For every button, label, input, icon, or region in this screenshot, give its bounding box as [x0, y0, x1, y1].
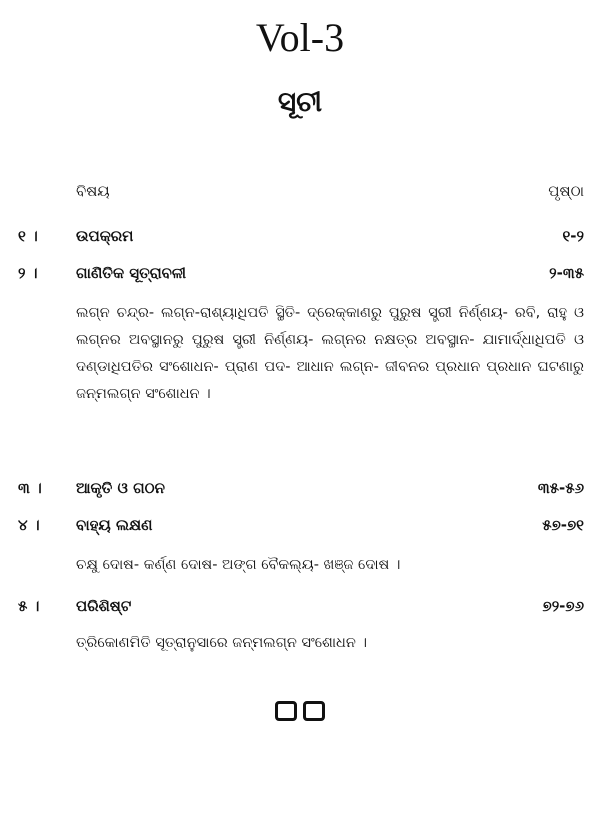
- entry-number: ୪ ।: [18, 516, 40, 534]
- page-title: ସୂଚୀ: [277, 85, 323, 118]
- toc-entry-5: [0, 592, 600, 620]
- entry-number: ୨ ।: [18, 264, 38, 282]
- volume-heading: Vol-3: [255, 15, 345, 60]
- entry-number: ୧ ।: [18, 227, 38, 245]
- entry-topic: ବାହ୍ୟ ଲକ୍ଷଣ: [76, 516, 153, 534]
- entry-number: ୩ ।: [18, 479, 42, 497]
- entry-pages: ୧-୨: [562, 227, 584, 245]
- entry-description: ଚକ୍ଷୁ ଦୋଷ- କର୍ଣ୍ଣ ଦୋଷ- ଅଙ୍ଗ ବୈକଲ୍ୟ- ଖଞ୍ଜ ଦୋଷ ।: [76, 557, 401, 573]
- toc-entry-3: [0, 474, 600, 502]
- entry-pages: ୨-୩୫: [549, 264, 584, 282]
- entry-topic: ଗାଣିତିକ ସୂତ୍ରାବଳୀ: [76, 264, 187, 282]
- square-ornament-icon: [303, 701, 325, 721]
- end-ornament: [0, 700, 600, 721]
- entry-topic: ଆକୃତି ଓ ଗଠନ: [76, 479, 165, 497]
- page-column-header: ପୃଷ୍ଠା: [548, 182, 584, 200]
- entry-topic: ପରିଶିଷ୍ଟ: [76, 597, 132, 615]
- entry-number: ୫ ।: [18, 597, 40, 615]
- entry-pages: ୭୨-୭୬: [542, 597, 584, 615]
- entry-description: ତ୍ରିକୋଣମିତି ସୂତ୍ରାନୁସାରେ ଜନ୍ମଲଗ୍ନ ସଂଶୋଧନ ।: [76, 635, 367, 651]
- entry-pages: ୫୭-୭୧: [542, 516, 584, 534]
- toc-entry-4: [0, 511, 600, 539]
- entry-description: ଲଗ୍ନ ଚନ୍ଦ୍ର- ଲଗ୍ନ-ରାଶ୍ୟାଧିପତି ସ୍ଥିତି- ଦ୍ରେକ୍କାଣରୁ ପୁରୁଷ ସ୍ତ୍ରୀ ନିର୍ଣ୍ଣୟ- ରବି, ରାହୁ ଓ ଲଗ୍ନର ଅବସ୍ଥାନରୁ ପୁରୁଷ ସ୍ତ୍ରୀ ନିର୍ଣ୍ଣୟ- ଲଗ୍ନର ନକ୍ଷତ୍ର ଅବସ୍ଥାନ- ଯାମାର୍ଦ୍ଧାଧିପତି ଓ ଦଣ୍ଡାଧିପତିର ସଂଶୋଧନ- ପ୍ରାଣ ପଦ- ଆଧାନ ଲଗ୍ନ- ଜୀବନର ପ୍ରଧାନ ପ୍ରଧାନ ଘଟଣାରୁ ଜନ୍ମଲଗ୍ନ ସଂଶୋଧନ ।: [76, 305, 584, 402]
- square-ornament-icon: [275, 701, 297, 721]
- toc-entry-1: [0, 222, 600, 250]
- subject-column-header: ବିଷୟ: [76, 182, 110, 200]
- entry-pages: ୩୫-୫୬: [537, 479, 584, 497]
- entry-topic: ଉପକ୍ରମ: [76, 227, 134, 245]
- toc-entry-2: [0, 259, 600, 287]
